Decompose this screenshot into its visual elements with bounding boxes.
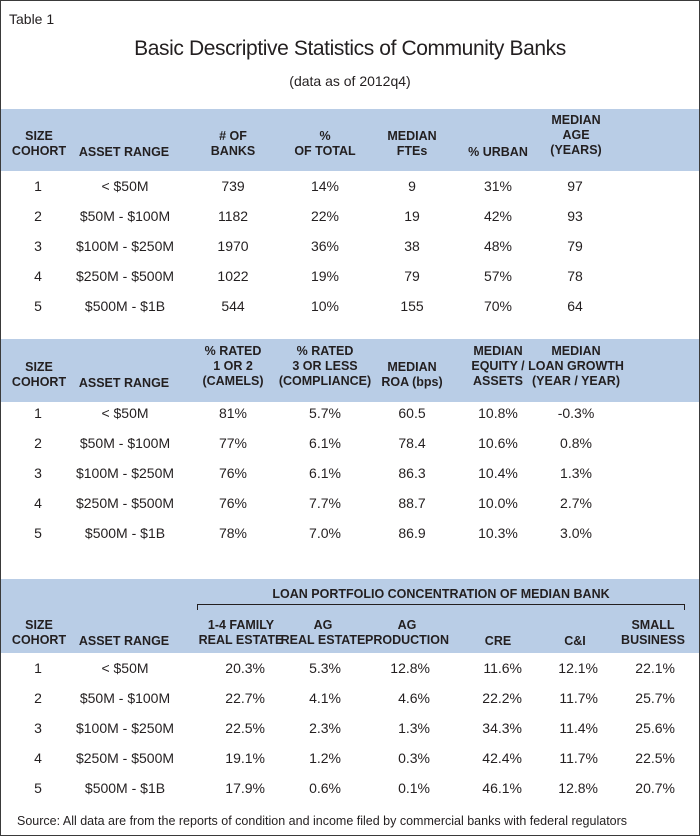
s2-cell-median-loan-growth: 0.8% [560,435,592,451]
s3-cell-ag-production: 0.1% [398,780,430,796]
s3-cell-ag-real-estate: 4.1% [309,690,341,706]
s3-cell-cohort: 1 [34,660,42,676]
s3-cell-asset-range: $500M - $1B [84,780,166,796]
s1-header-num-banks: # OF BANKS [210,129,256,158]
s1-cell-median-ftes: 155 [400,298,424,314]
s2-table-row [1,519,699,549]
s3-cell-cre: 34.3% [482,720,522,736]
s2-cell-median-roa: 88.7 [398,495,426,511]
s1-cell-asset-range: $500M - $1B [84,298,166,314]
s1-cell-pct-total: 14% [310,178,340,194]
s1-cell-num-banks: 1182 [217,208,249,224]
s3-header-asset-range: ASSET RANGE [78,634,170,648]
s3-cell-ag-real-estate: 1.2% [309,750,341,766]
s3-cell-asset-range: < $50M [101,660,149,676]
s2-cell-cohort: 2 [34,435,42,451]
s2-cell-median-loan-growth: 3.0% [560,525,592,541]
s1-table-row [1,292,699,322]
s1-cell-cohort: 5 [34,298,42,314]
s3-cell-cre: 22.2% [482,690,522,706]
s3-cell-1-4-family: 19.1% [225,750,265,766]
s3-header-size-cohort: SIZE COHORT [11,618,67,647]
s2-cell-pct-rated-compliance: 7.7% [309,495,341,511]
s1-header-pct-urban: % URBAN [468,145,528,159]
s2-table-row [1,429,699,459]
s1-cell-pct-total: 22% [310,208,340,224]
s2-header-size-cohort: SIZE COHORT [11,360,67,389]
s1-cell-pct-urban: 42% [483,208,513,224]
s1-cell-pct-urban: 48% [483,238,513,254]
s2-cell-cohort: 1 [34,405,42,421]
s2-cell-pct-rated-compliance: 6.1% [309,435,341,451]
s2-cell-pct-rated-camels: 78% [218,525,248,541]
s3-cell-ag-production: 12.8% [390,660,430,676]
s3-cell-ag-real-estate: 0.6% [309,780,341,796]
s1-cell-median-ftes: 79 [404,268,420,284]
s3-cell-cre: 46.1% [482,780,522,796]
s2-cell-pct-rated-camels: 81% [218,405,248,421]
s3-cell-ag-production: 0.3% [398,750,430,766]
s3-cell-1-4-family: 22.7% [225,690,265,706]
s3-cell-asset-range: $250M - $500M [75,750,175,766]
s2-cell-pct-rated-compliance: 7.0% [309,525,341,541]
s1-cell-pct-total: 19% [310,268,340,284]
s1-cell-asset-range: $100M - $250M [75,238,175,254]
s2-header-median-equity: MEDIAN EQUITY / ASSETS [471,344,525,388]
s1-header-median-ftes: MEDIAN FTEs [387,129,437,158]
s1-cell-cohort: 4 [34,268,42,284]
s1-cell-cohort: 2 [34,208,42,224]
s3-cell-c-and-i: 11.4% [559,720,598,736]
s2-cell-median-loan-growth: -0.3% [557,405,595,421]
s2-cell-median-equity: 10.6% [478,435,518,451]
s3-cell-cre: 11.6% [483,660,522,676]
s2-table-row [1,459,699,489]
s2-cell-asset-range: $50M - $100M [79,435,171,451]
s1-cell-num-banks: 1022 [217,268,249,284]
s3-header-small-business: SMALL BUSINESS [621,618,685,647]
s2-cell-pct-rated-compliance: 5.7% [309,405,341,421]
s3-table-row [1,684,699,714]
s3-cell-1-4-family: 20.3% [225,660,265,676]
s3-cell-small-business: 20.7% [635,780,675,796]
s1-cell-pct-urban: 57% [483,268,513,284]
s3-cell-ag-production: 4.6% [398,690,430,706]
s2-cell-asset-range: $100M - $250M [75,465,175,481]
s2-header-median-roa: MEDIAN ROA (bps) [381,360,443,389]
s1-cell-median-age: 79 [567,238,583,254]
table-label: Table 1 [9,11,55,27]
s2-cell-cohort: 5 [34,525,42,541]
s1-cell-asset-range: < $50M [101,178,149,194]
s1-cell-median-age: 93 [567,208,583,224]
s3-cell-ag-real-estate: 5.3% [309,660,341,676]
s2-header-pct-rated-compliance: % RATED 3 OR LESS (COMPLIANCE) [278,344,372,388]
s2-cell-median-roa: 78.4 [398,435,426,451]
s2-cell-median-roa: 86.3 [398,465,426,481]
s1-cell-pct-urban: 31% [483,178,513,194]
s3-cell-cohort: 2 [34,690,42,706]
s2-cell-median-roa: 86.9 [398,525,426,541]
s3-table-row [1,654,699,684]
source-note: Source: All data are from the reports of condition and income filed by commercial banks with federal regulators [17,814,628,828]
s3-cell-small-business: 22.1% [635,660,675,676]
s3-cell-1-4-family: 22.5% [225,720,265,736]
s3-header-c-and-i: C&I [564,634,586,648]
table-subtitle: (data as of 2012q4) [289,73,411,89]
s1-cell-median-ftes: 19 [404,208,420,224]
s3-cell-cohort: 5 [34,780,42,796]
s3-cell-small-business: 25.6% [635,720,675,736]
s3-cell-cre: 42.4% [482,750,522,766]
s1-cell-median-age: 64 [567,298,583,314]
s1-header-pct-total: % OF TOTAL [294,129,356,158]
s3-table-row [1,744,699,774]
s1-cell-num-banks: 1970 [217,238,249,254]
s1-cell-pct-total: 36% [310,238,340,254]
s1-table-row [1,202,699,232]
s2-cell-median-equity: 10.0% [478,495,518,511]
s2-header-pct-rated-camels: % RATED 1 OR 2 (CAMELS) [202,344,264,388]
s1-cell-num-banks: 544 [221,298,245,314]
s1-table-row [1,262,699,292]
s2-cell-cohort: 4 [34,495,42,511]
s1-cell-median-ftes: 38 [404,238,420,254]
s3-table-row [1,714,699,744]
s2-table-row [1,399,699,429]
s1-cell-asset-range: $250M - $500M [75,268,175,284]
s3-cell-cohort: 4 [34,750,42,766]
s3-cell-c-and-i: 11.7% [559,690,598,706]
s1-cell-cohort: 3 [34,238,42,254]
s3-cell-ag-real-estate: 2.3% [309,720,341,736]
s2-cell-median-roa: 60.5 [398,405,426,421]
s3-cell-ag-production: 1.3% [398,720,430,736]
s1-header-median-age: MEDIAN AGE (YEARS) [550,113,602,157]
s3-cell-cohort: 3 [34,720,42,736]
s1-cell-median-age: 97 [567,178,583,194]
s2-cell-asset-range: < $50M [101,405,149,421]
s3-header-ag-real-estate: AG REAL ESTATE [280,618,366,647]
s1-header-asset-range: ASSET RANGE [78,145,170,159]
s1-cell-pct-total: 10% [310,298,340,314]
s3-header-cre: CRE [484,634,512,648]
s3-header-1-4-family: 1-4 FAMILY REAL ESTATE [198,618,284,647]
s2-cell-asset-range: $250M - $500M [75,495,175,511]
s2-cell-median-equity: 10.3% [478,525,518,541]
s2-cell-pct-rated-camels: 76% [218,495,248,511]
s2-cell-median-loan-growth: 1.3% [560,465,592,481]
table-title: Basic Descriptive Statistics of Community Banks [134,37,566,60]
s2-cell-median-equity: 10.4% [478,465,518,481]
s3-cell-c-and-i: 12.1% [558,660,598,676]
s2-cell-pct-rated-camels: 77% [218,435,248,451]
s1-cell-median-age: 78 [567,268,583,284]
s3-group-title: LOAN PORTFOLIO CONCENTRATION OF MEDIAN BANK [272,587,610,601]
s2-table-row [1,489,699,519]
s1-header-size-cohort: SIZE COHORT [11,129,67,158]
s3-cell-small-business: 22.5% [635,750,675,766]
s2-cell-asset-range: $500M - $1B [84,525,166,541]
s2-cell-pct-rated-compliance: 6.1% [309,465,341,481]
s1-table-row [1,232,699,262]
s1-table-row [1,172,699,202]
s3-header-ag-production: AG PRODUCTION [364,618,450,647]
s2-cell-median-loan-growth: 2.7% [560,495,592,511]
s2-cell-cohort: 3 [34,465,42,481]
s3-cell-1-4-family: 17.9% [225,780,265,796]
s3-cell-c-and-i: 12.8% [558,780,598,796]
s1-cell-cohort: 1 [34,178,42,194]
s3-cell-asset-range: $100M - $250M [75,720,175,736]
s1-cell-median-ftes: 9 [408,178,416,194]
s3-table-row [1,774,699,804]
s3-cell-c-and-i: 11.7% [559,750,598,766]
s3-cell-asset-range: $50M - $100M [79,690,171,706]
s2-cell-median-equity: 10.8% [478,405,518,421]
s1-cell-num-banks: 739 [221,178,245,194]
s3-group-bracket [197,604,685,610]
s1-cell-pct-urban: 70% [483,298,513,314]
s3-cell-small-business: 25.7% [635,690,675,706]
s2-header-median-loan-growth: MEDIAN LOAN GROWTH (YEAR / YEAR) [528,344,624,388]
s2-header-asset-range: ASSET RANGE [78,376,170,390]
s2-cell-pct-rated-camels: 76% [218,465,248,481]
s1-cell-asset-range: $50M - $100M [79,208,171,224]
